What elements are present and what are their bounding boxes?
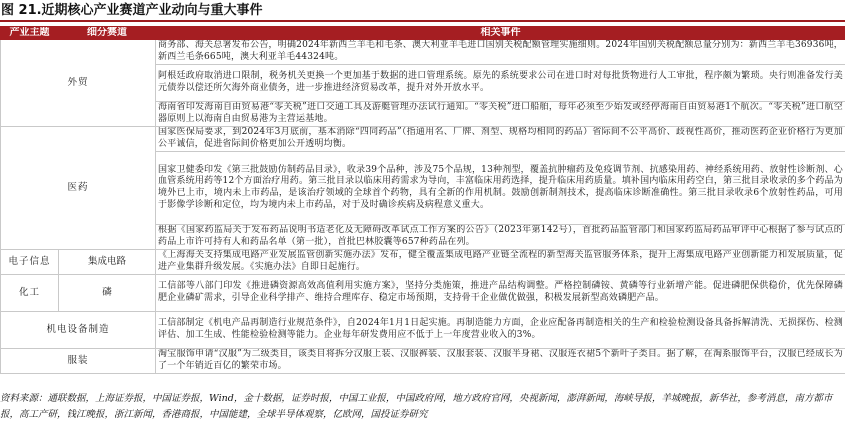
header-sub-track: 细分赛道 (59, 27, 156, 40)
category-apparel: 服装 (1, 349, 156, 374)
table-header-row (1, 27, 845, 40)
table-row (1, 349, 845, 374)
industry-events-table (0, 26, 845, 374)
category-chemical: 化工 (1, 275, 59, 312)
header-industry-theme: 产业主题 (1, 27, 59, 40)
figure-title: 图 21.近期核心产业赛道产业动向与重大事件 (0, 0, 845, 22)
table-row (1, 40, 845, 65)
table-row (1, 312, 845, 349)
event-cell: 根据《国家药监局关于发布药品说明书适老化及无障碍改革试点工作方案的公告》（2023年第142号），首批药品监管部门和国家药监局药品审评中心根据了参与试点的药品上市许可持有人和药品名单（第一批），首批巴林胶囊等657种药品在列。 (156, 225, 845, 250)
event-cell: 工信部等八部门印发《推进磷资源高效高值利用实施方案》，坚持分类施策，推进产品结构调整。严格控制磷铵、黄磷等行业新增产能。促进磷肥保供稳价，优先保障磷肥企业磷矿需求，引导企业科学排产、维持合理库存、稳定市场预期，支持骨干企业做优做强，积极发展新型高效磷肥产品。 (156, 275, 845, 312)
event-cell: 商务部、海关总署发布公告，明确2024年新西兰羊毛和毛条、澳大利亚羊毛进口国别关税配额管理实施细则。2024年国别关税配额总量分别为：新西兰羊毛36936吨，新西兰毛条665吨，澳大利亚羊毛44324吨。 (156, 40, 845, 65)
category-electronics: 电子信息 (1, 250, 59, 275)
subtrack-phosphorus: 磷 (59, 275, 156, 312)
event-cell: 阿根廷政府取消进口限制，税务机关更换一个更加基于数据的进口管理系统。原先的系统要求公司在进口时对每批货物进行人工审批，程序颇为繁琐。央行则准备发行美元债券以偿还所欠海外商业债务，进一步推进经济贸易改革，提升对外开放水平。 (156, 65, 845, 102)
category-foreign-trade: 外贸 (1, 40, 156, 127)
event-cell: 国家卫健委印发《第三批鼓励仿制药品目录》，收录39个品种，涉及75个品规，13种剂型，覆盖抗肿瘤药及免疫调节剂、抗感染用药、神经系统用药、放射性诊断剂、心血管系统用药等12个方面治疗用药。第三批目录以临床用药需求为导向，丰富临床用药选择，提升临床用药质量。填补国内临床用药空白，第三批目录收录的多个药品为境外已上市，境内未上市药品，是该治疗领域的全球首个药物，具有全新的作用机制。鼓励创新制剂技术，提高临床诊断准确性。第三批目录收录6个放射性药品，可用于影像学诊断和定位，均为境内未上市药品，对于及时确诊疾病及病程意义重大。 (156, 152, 845, 225)
event-cell: 淘宝服饰申请“汉服”为二级类目，该类目将拆分汉服上装、汉服裤装、汉服套装、汉服半身裙、汉服连衣裙5个新叶子类目。据了解，在淘系服饰平台，汉服已经成长为了一个年销近百亿的繁荣市场。 (156, 349, 845, 374)
category-medicine: 医药 (1, 127, 156, 250)
table-row (1, 127, 845, 152)
header-related-events: 相关事件 (156, 27, 845, 40)
table-row (1, 250, 845, 275)
event-cell: 工信部制定《机电产品再制造行业规范条件》，自2024年1月1日起实施。再制造能力方面，企业应配备再制造相关的生产和检验检测设备具备拆解清洗、无损探伤、检测评估、加工生成、性能检验检测等能力。企业每年研发费用应不低于上一年度营业收入的3%。 (156, 312, 845, 349)
table-row (1, 275, 845, 312)
source-note: 资料来源：通联数据，上海证券报，中国证券报，Wind，金十数据，证券时报，中国工业报，中国政府网，地方政府官网，央视新闻，澎湃新闻，海峡导报，羊城晚报，新华社，参考消息，南方都市报，高工产研，钱江晚报，浙江新闻，香港商报，中国能建，全球半导体观察，亿欧网，国投证券研究 (0, 393, 833, 420)
category-machinery: 机电设备制造 (1, 312, 156, 349)
event-cell: 《上海海关支持集成电路产业发展监管创新实施办法》发布，健全覆盖集成电路产业链全流程的新型海关监管服务体系，提升上海集成电路产业创新能力和发展质量，促进产业集群升级发展。《实施办法》自即日起施行。 (156, 250, 845, 275)
event-cell: 海南省印发海南自由贸易港“零关税”进口交通工具及游艇管理办法试行通知。“零关税”进口船舶，每年必须至少始发或经停海南自由贸易港1个航次。“零关税”进口航空器原则上以海南自由贸易港为主营运基地。 (156, 102, 845, 127)
subtrack-integrated-circuits: 集成电路 (59, 250, 156, 275)
event-cell: 国家医保局要求，到2024年3月底前，基本消除“四同药品”（指通用名、厂牌、剂型、规格均相同的药品）省际间不公平高价、歧视性高价，推动医药企业价格行为更加公平诚信，促进省际间价格更加公开透明均衡。 (156, 127, 845, 152)
